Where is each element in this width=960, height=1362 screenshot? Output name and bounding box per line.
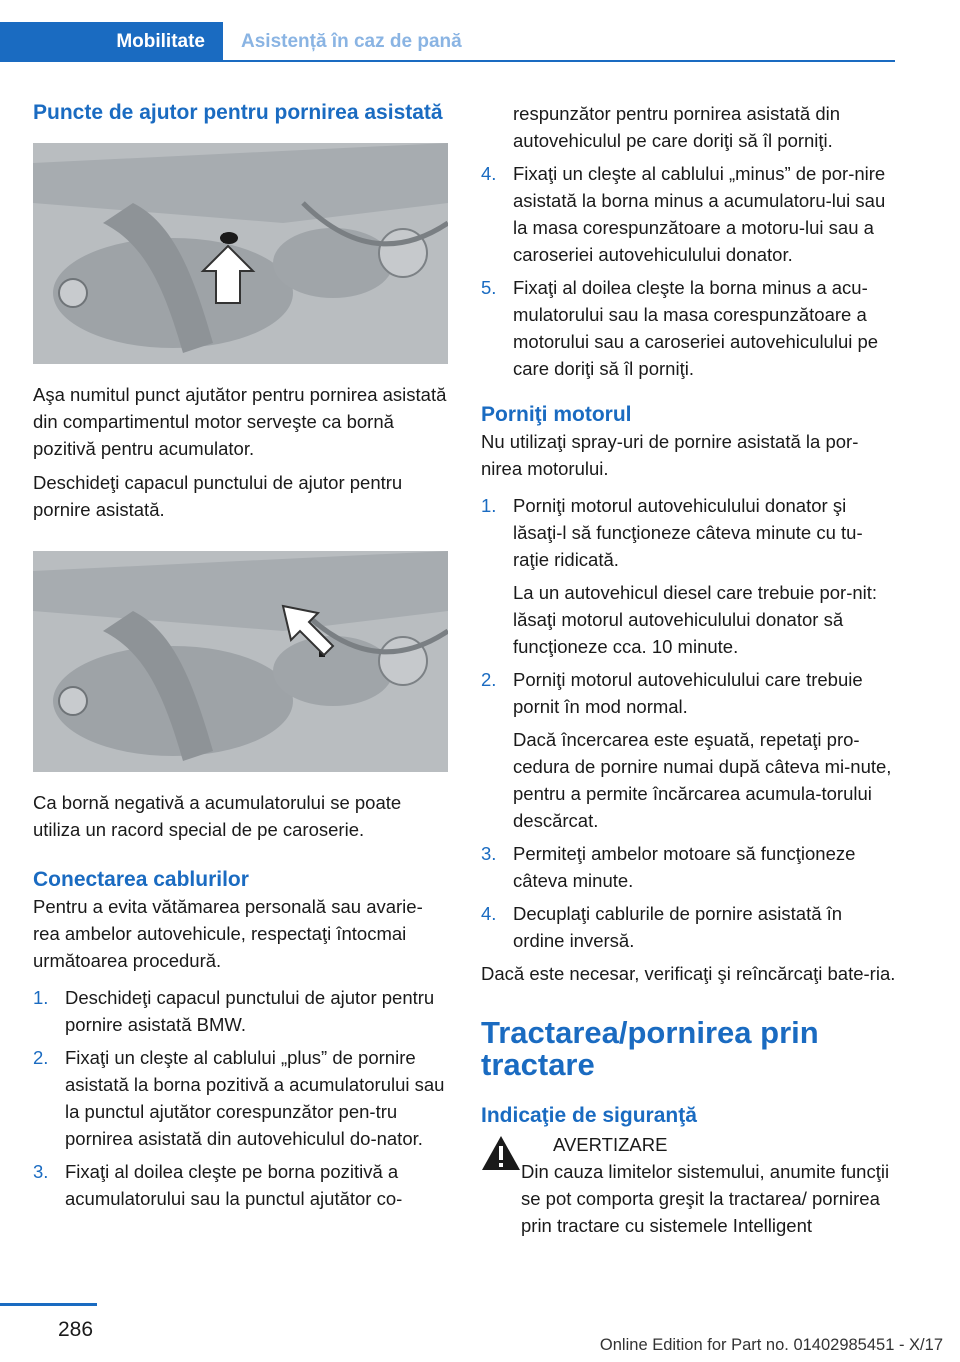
list-item [33,1044,449,1152]
tab-mobilitate[interactable] [0,22,223,62]
step-text: Porniţi motorul autovehiculului donator şi lăsaţi-l să funcţioneze câteva minute cu tu‐raţie ridicată. [513,495,863,570]
warning-body: Din cauza limitelor sistemului, anumite funcţii se pot comporta greşit la tractarea/ pornirea prin tractare cu sistemele Intelligent [521,1161,890,1236]
section-title-jump-start-points: Puncte de ajutor pentru pornirea asistată [33,101,443,124]
connect-steps-list-cont [481,160,897,382]
step-text: Fixaţi al doilea cleşte la borna minus a acu‐mulatorului sau la masa corespunzătoare a motorului sau a caroseriei autovehiculului pe care doriţi să îl porniţi. [513,277,879,379]
page-header [0,22,895,62]
list-item [33,1158,449,1212]
step-3-continuation: respunzător pentru pornirea asistată din autovehiculul pe care doriţi să îl porniţi. [513,103,841,151]
step-extra: Dacă încercarea este eşuată, repetaţi pro‐cedura de pornire numai după câteva mi‐nute, pentru a permite încărcarea acumula‐torului descărcat. [513,729,892,831]
list-item [33,984,449,1038]
header-divider [223,60,895,62]
section-title-safety: Indicaţie de siguranţă [481,1104,697,1127]
start-steps-list [481,492,897,954]
list-item [481,492,897,660]
engine-illustration [33,143,448,364]
paragraph-negative-terminal: Ca bornă negativă a acumulatorului se poate utiliza un racord special de pe caroserie. [33,792,402,840]
step-number: 3. [481,843,497,864]
step-text: Fixaţi un cleşte al cablului „plus” de pornire asistată la borna pozitivă a acumulatorului sau la punctul ajutător corespunzător pen‐tru pornirea asistată din autovehiculul do‐nator. [65,1047,445,1149]
paragraph-recharge-note: Dacă este necesar, verificaţi şi reîncărcaţi bate‐ria. [481,963,896,984]
left-column [33,100,449,1212]
right-column [481,100,897,1239]
step-text: Deschideţi capacul punctului de ajutor pentru pornire asistată BMW. [65,987,435,1035]
tab-asistenta[interactable]: Asistență în caz de pană [241,31,462,52]
footer-edition: Online Edition for Part no. 01402985451 - X/17 [599,1336,943,1354]
list-item [481,900,897,954]
paragraph-jump-start-point: Aşa numitul punct ajutător pentru pornirea asistată din compartimentul motor serveşte ca bornă pozitivă pentru acumulator. [33,384,447,459]
step-text: Fixaţi al doilea cleşte pe borna pozitivă a acumulatorului sau la punctul ajutător co‐ [65,1161,403,1209]
section-title-connect-cables: Conectarea cablurilor [33,868,249,891]
engine-illustration-2 [33,551,448,772]
step-text: Fixaţi un cleşte al cablului „minus” de por‐nire asistată la borna minus a acumulatoru‐lui sau la masa corespunzătoare a motoru‐lui sau a caroseriei autovehiculului donator. [513,163,886,265]
section-title-start-engine: Porniţi motorul [481,403,632,426]
paragraph-open-cover: Deschideţi capacul punctului de ajutor pentru pornire asistată. [33,472,403,520]
paragraph-start-intro: Nu utilizaţi spray-uri de pornire asistată la por‐nirea motorului. [481,431,859,479]
step-extra: La un autovehicul diesel care trebuie por‐nit: lăsaţi motorul autovehiculului donator să funcţioneze cca. 10 minute. [513,582,878,657]
tab-mobilitate-label: Mobilitate [116,31,205,52]
warning-text [481,1158,897,1239]
page-number: 286 [58,1318,94,1341]
chapter-title-towing: Tractarea/pornirea prin tractare [481,1015,819,1082]
list-item [481,666,897,834]
step-number: 3. [33,1161,49,1182]
engine-photo-positive-terminal [33,143,448,364]
step-number: 2. [481,669,497,690]
step-number: 1. [33,987,49,1008]
paragraph-connect-intro: Pentru a evita vătămarea personală sau avarie‐rea ambelor autovehicule, respectaţi întocmai următoarea procedură. [33,896,423,971]
engine-photo-negative-terminal [33,551,448,772]
warning-block [481,1131,897,1158]
step-number: 4. [481,903,497,924]
step-text: Porniţi motorul autovehiculului care trebuie pornit în mod normal. [513,669,863,717]
step-number: 1. [481,495,497,516]
list-item [481,274,897,382]
warning-triangle-icon [481,1135,521,1171]
step-text: Permiteţi ambelor motoare să funcţioneze câteva minute. [513,843,856,891]
step-number: 5. [481,277,497,298]
footer-divider [0,1303,97,1306]
warning-label: AVERTIZARE [553,1134,668,1155]
connect-steps-list [33,984,449,1212]
list-item [481,840,897,894]
step-text: Decuplaţi cablurile de pornire asistată în ordine inversă. [513,903,843,951]
step-number: 2. [33,1047,49,1068]
list-item [481,160,897,268]
step-number: 4. [481,163,497,184]
